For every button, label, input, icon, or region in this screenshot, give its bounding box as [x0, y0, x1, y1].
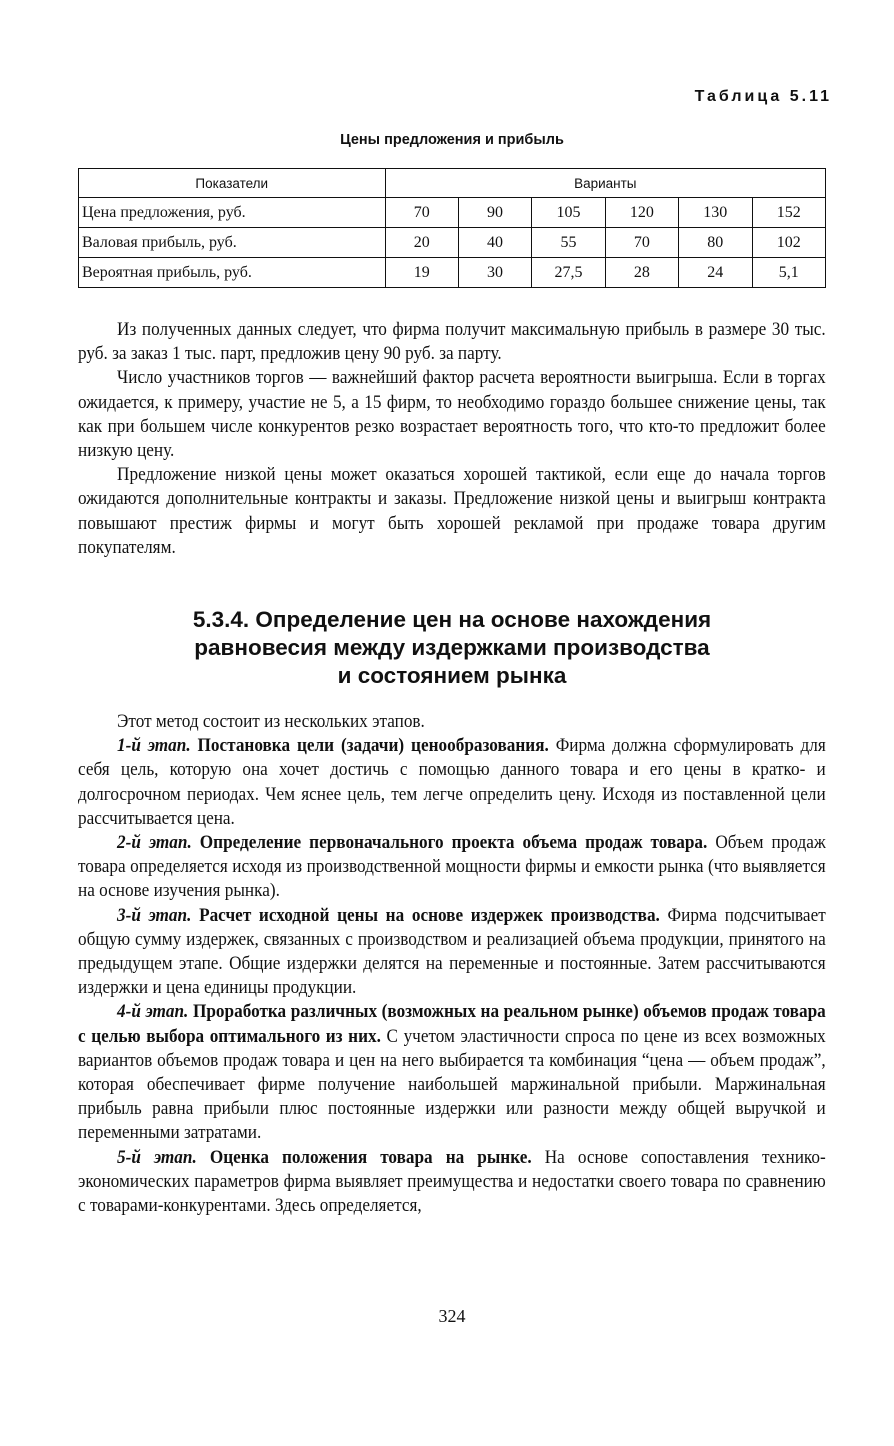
- row-label: Цена предложения, руб.: [79, 198, 386, 228]
- paragraph: Предложение низкой цены может оказаться хорошей тактикой, если еще до начала торгов ожидаются дополнительные контракты и заказы. Предложение низкой цены и выигрыш контракта повышают престиж фирмы и могут быть хорошей рекламой при продаже товара другим покупателям.: [78, 465, 826, 558]
- header-indicators: Показатели: [79, 169, 386, 198]
- cell: 19: [385, 258, 458, 288]
- header-variants: Варианты: [385, 169, 825, 198]
- stage-title: Проработка различных (возможных на реальном рынке) объемов продаж товара с целью выбора оптимального из них.: [78, 1002, 826, 1047]
- section-heading: [78, 606, 826, 690]
- heading-line: 5.3.4. Определение цен на основе нахождения: [192, 607, 712, 632]
- table-caption: Цены предложения и прибыль: [340, 132, 564, 148]
- section-text-block: [78, 710, 826, 1218]
- paragraph: Этот метод состоит из нескольких этапов.: [117, 712, 425, 732]
- table-header-row: [79, 169, 826, 198]
- stage-text: Фирма подсчитывает общую сумму издержек, связанных с производством и реализацией объема продукции, принятого на предыдущем этапе. Общие издержки делятся на переменные и постоянные. Затем рассчитываются издержки и цена единицы продукции.: [78, 905, 826, 999]
- cell: 105: [532, 198, 605, 228]
- intro-text-block: [78, 318, 826, 560]
- cell: 24: [679, 258, 752, 288]
- cell: 70: [605, 228, 678, 258]
- table-row: [79, 258, 826, 288]
- table-label: Таблица 5.11: [694, 88, 832, 105]
- paragraph: Число участников торгов — важнейший фактор расчета вероятности выигрыша. Если в торгах ожидается, к примеру, участие не 5, а 15 фирм, то необходимо гораздо большее снижение цены, так как при большем числе конкурентов резко возрастает вероятность того, что кто-то предложит более низкую цену.: [78, 368, 826, 462]
- stage-title: Постановка цели (задачи) ценообразования.: [197, 736, 549, 757]
- table-row: [79, 228, 826, 258]
- cell: 55: [532, 228, 605, 258]
- stage-number: 3-й этап.: [117, 905, 192, 926]
- stage-title: Определение первоначального проекта объема продаж товара.: [199, 833, 708, 854]
- cell: 28: [605, 258, 678, 288]
- cell: 40: [458, 228, 531, 258]
- cell: 152: [752, 198, 825, 228]
- stage-number: 4-й этап.: [117, 1002, 189, 1023]
- stage-text: С учетом эластичности спроса по цене из всех возможных вариантов объемов продаж товара и цен на него выбирается та комбинация “цена — объем продаж”, которая обеспечивает фирме получение наибольшей маржинальной прибыли. Маржинальная прибыль равна прибыли плюс постоянные издержки или разности между общей выручкой и переменными затратами.: [78, 1026, 826, 1144]
- stage-text: На основе сопоставления технико-экономических параметров фирма выявляет преимущества и недостатки своего товара по сравнению с товарами-конкурентами. Здесь определяется,: [78, 1147, 826, 1217]
- paragraph: Из полученных данных следует, что фирма получит максимальную прибыль в размере 30 тыс. руб. за заказ 1 тыс. парт, предложив цену 90 руб. за парту.: [78, 320, 826, 365]
- cell: 5,1: [752, 258, 825, 288]
- cell: 27,5: [532, 258, 605, 288]
- heading-line: равновесия между издержками производства: [194, 635, 710, 660]
- cell: 102: [752, 228, 825, 258]
- cell: 120: [605, 198, 678, 228]
- stage-text: Объем продаж товара определяется исходя из производственной мощности фирмы и емкости рынка (что выявляется на основе изучения рынка).: [78, 833, 826, 902]
- stage-title: Расчет исходной цены на основе издержек производства.: [199, 905, 660, 926]
- stage-paragraph: [78, 904, 826, 1001]
- stage-paragraph: [78, 1146, 826, 1219]
- cell: 70: [385, 198, 458, 228]
- heading-line: и состоянием рынка: [337, 663, 567, 688]
- cell: 90: [458, 198, 531, 228]
- table-row: [79, 198, 826, 228]
- stage-paragraph: [78, 734, 826, 831]
- stage-number: 2-й этап.: [117, 833, 192, 854]
- cell: 130: [679, 198, 752, 228]
- stage-paragraph: [78, 1000, 826, 1145]
- stage-number: 1-й этап.: [117, 736, 191, 757]
- cell: 30: [458, 258, 531, 288]
- stage-paragraph: [78, 831, 826, 904]
- page-number: 324: [438, 1306, 466, 1326]
- cell: 20: [385, 228, 458, 258]
- stage-title: Оценка положения товара на рынке.: [209, 1147, 532, 1168]
- stage-number: 5-й этап.: [117, 1147, 197, 1168]
- row-label: Вероятная прибыль, руб.: [79, 258, 386, 288]
- prices-profit-table: [78, 168, 826, 288]
- cell: 80: [679, 228, 752, 258]
- stage-text: Фирма должна сформулировать для себя цель, которую она хочет достичь с помощью данного товара и его цены в кратко- и долгосрочном периодах. Чем яснее цель, тем легче определить цену. Исходя из поставленной цели рассчитывается цена.: [78, 736, 826, 829]
- row-label: Валовая прибыль, руб.: [79, 228, 386, 258]
